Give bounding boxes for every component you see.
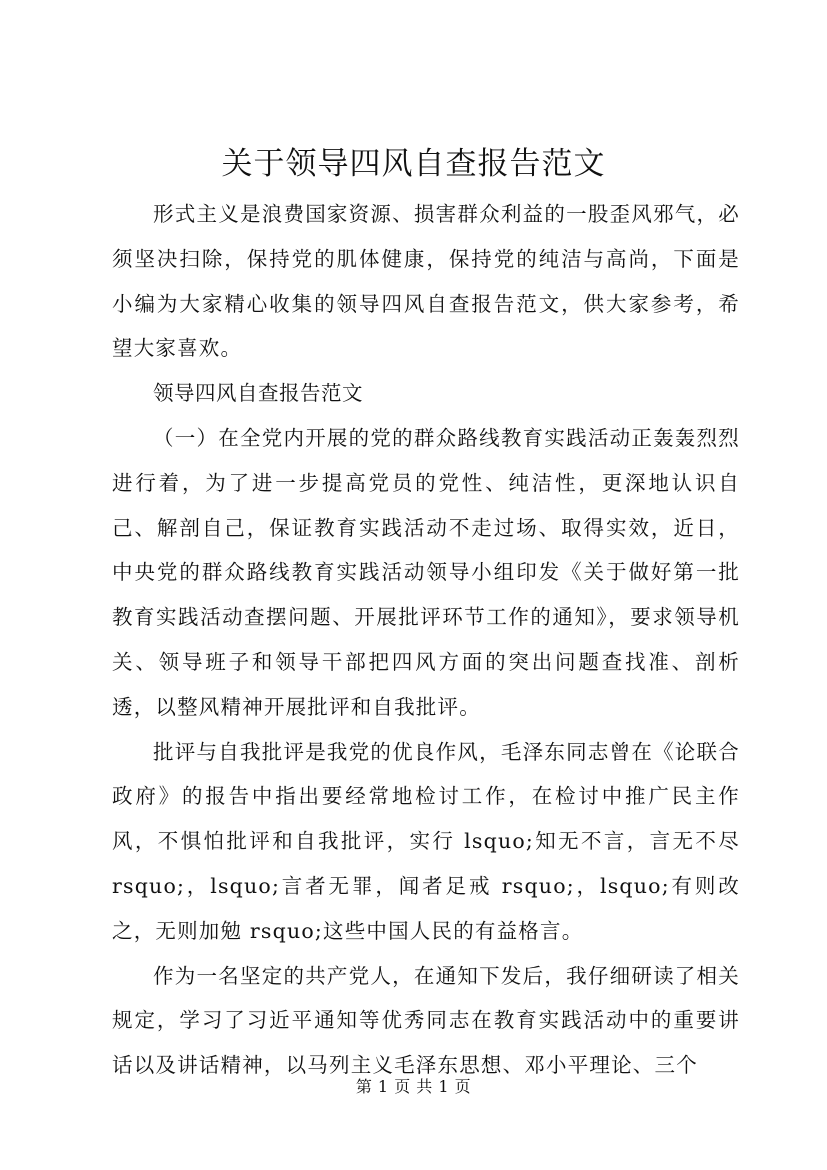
paragraph-party-member: 作为一名坚定的共产党人，在通知下发后，我仔细研读了相关规定，学习了习近平通知等优秀同志在教育实践活动中的重要讲话以及讲话精神，以马列主义毛泽东思想、邓小平理论、三个 — [112, 963, 740, 1078]
paragraph-criticism: 批评与自我批评是我党的优良作风，毛泽东同志曾在《论联合政府》的报告中指出要经常地检讨工作，在检讨中推广民主作风，不惧怕批评和自我批评，实行 lsquo;知无不言，言无不尽 rsquo;，lsquo;言者无罪，闻者足戒 rsquo;，lsquo;有则改之，无则加勉 rsquo;这些中国人民的有益格言。 — [112, 739, 740, 943]
document-body — [112, 192, 740, 1088]
paragraph-intro: 形式主义是浪费国家资源、损害群众利益的一股歪风邪气，必须坚决扫除，保持党的肌体健康，保持党的纯洁与高尚，下面是小编为大家精心收集的领导四风自查报告范文，供大家参考，希望大家喜欢。 — [112, 202, 740, 361]
page-footer: 第 1 页 共 1 页 — [355, 1077, 472, 1096]
page-title: 关于领导四风自查报告范文 — [221, 146, 606, 182]
paragraph-section-one: （一）在全党内开展的党的群众路线教育实践活动正轰轰烈烈进行着，为了进一步提高党员的党性、纯洁性，更深地认识自己、解剖自己，保证教育实践活动不走过场、取得实效，近日，中央党的群众路线教育实践活动领导小组印发《关于做好第一批教育实践活动查摆问题、开展批评环节工作的通知》，要求领导机关、领导班子和领导干部把四风方面的突出问题查找准、剖析透，以整风精神开展批评和自我批评。 — [112, 425, 740, 719]
paragraph-subheading: 领导四风自查报告范文 — [153, 381, 363, 406]
